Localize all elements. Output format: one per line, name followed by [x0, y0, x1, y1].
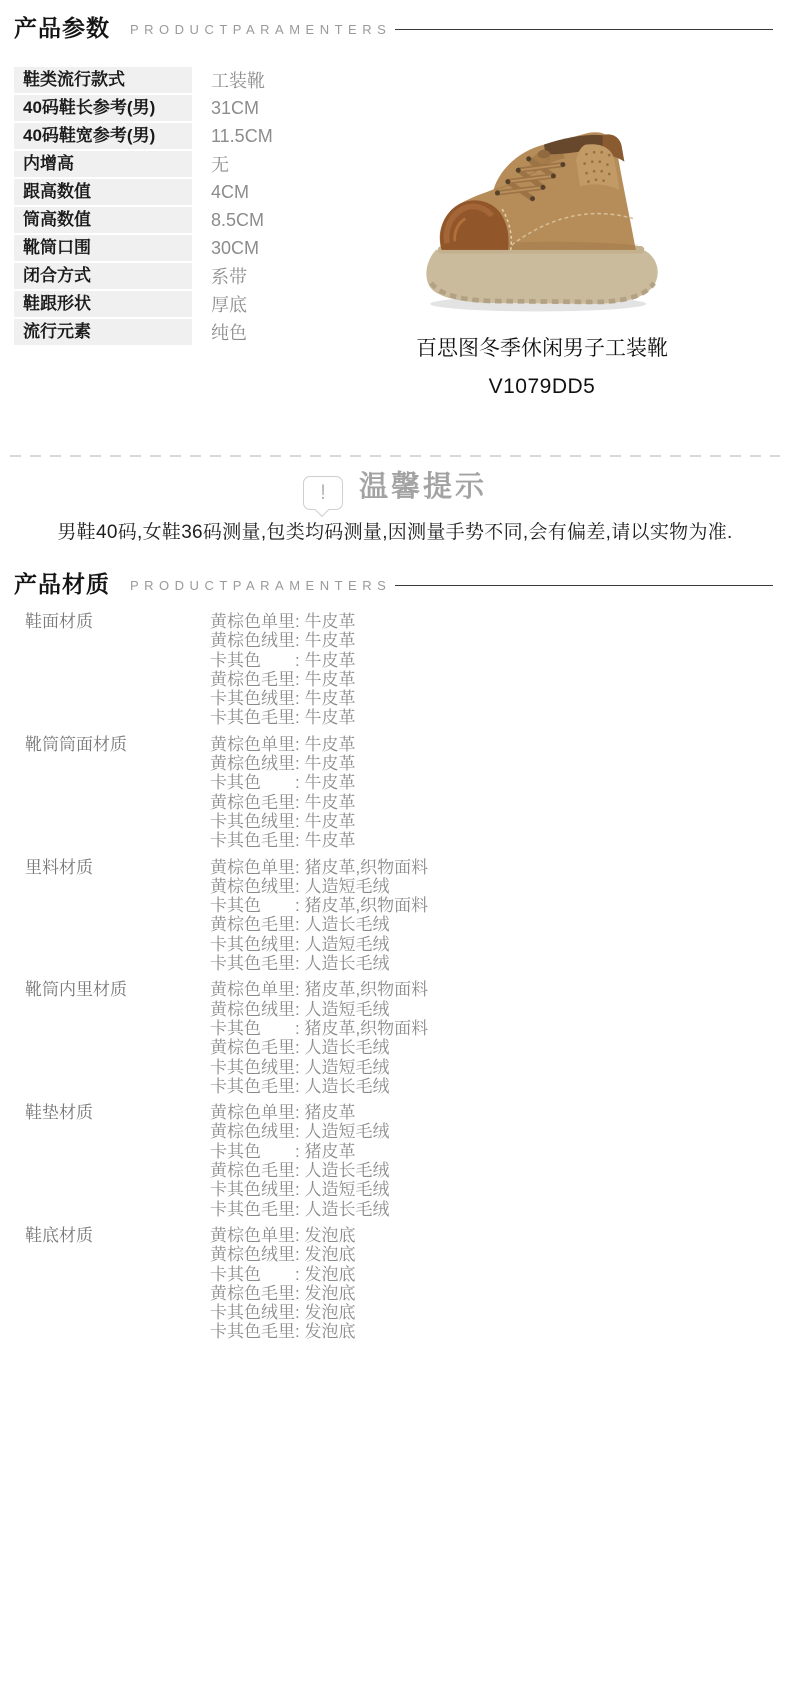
table-row: [14, 67, 344, 93]
material-line: 黄棕色单里: 猪皮革,织物面料: [210, 980, 429, 1000]
notice-title: 温馨提示: [358, 471, 487, 503]
material-group-lines: [210, 735, 776, 851]
material-line: 黄棕色单里: 猪皮革: [210, 1103, 356, 1123]
material-group-lines: [210, 980, 776, 1096]
table-row: [14, 291, 344, 317]
material-line: 卡其色毛里: 人造长毛绒: [210, 1199, 390, 1219]
material-line: 卡其色毛里: 牛皮革: [210, 708, 356, 728]
material-group-lines: [210, 1103, 776, 1219]
material-group: [14, 612, 776, 728]
material-group-label: 鞋底材质: [25, 1225, 93, 1245]
table-row: [14, 207, 344, 233]
param-value: 纯色: [211, 323, 247, 343]
material-line: 卡其色 : 牛皮革: [210, 773, 356, 793]
param-label: 闭合方式: [14, 263, 192, 289]
notice-header: [0, 465, 790, 510]
material-line: 黄棕色绒里: 人造短毛绒: [210, 876, 390, 896]
materials-section: [0, 556, 790, 1342]
material-line: 卡其色绒里: 牛皮革: [210, 811, 356, 831]
material-line: 卡其色 : 猪皮革,织物面料: [210, 1018, 429, 1038]
material-line: 卡其色毛里: 发泡底: [210, 1322, 356, 1342]
param-value: 工装靴: [211, 71, 265, 91]
material-line: 黄棕色绒里: 发泡底: [210, 1245, 356, 1265]
material-line: 黄棕色单里: 牛皮革: [210, 734, 356, 754]
material-line: 卡其色绒里: 人造短毛绒: [210, 934, 390, 954]
material-group-lines: [210, 612, 776, 728]
material-group-label: 靴筒内里材质: [25, 980, 127, 1000]
param-label: 鞋类流行款式: [14, 67, 192, 93]
table-row: [14, 263, 344, 289]
material-line: 卡其色 : 发泡底: [210, 1264, 356, 1284]
boot-illustration: [397, 103, 687, 319]
material-group: [14, 858, 776, 974]
material-group-label: 里料材质: [25, 857, 93, 877]
material-group-lines: [210, 858, 776, 974]
material-line: 黄棕色单里: 发泡底: [210, 1225, 356, 1245]
material-line: 卡其色 : 牛皮革: [210, 650, 356, 670]
dashed-divider: [10, 455, 780, 457]
material-line: 卡其色毛里: 人造长毛绒: [210, 1076, 390, 1096]
product-image: [397, 103, 687, 324]
param-value: 厚底: [211, 295, 247, 315]
material-group: [14, 735, 776, 851]
product-figure: [344, 67, 776, 399]
table-row: [14, 123, 344, 149]
header-rule: [395, 585, 773, 586]
table-row: [14, 151, 344, 177]
param-label: 40码鞋长参考(男): [14, 95, 192, 121]
material-line: 卡其色 : 猪皮革,织物面料: [210, 896, 429, 916]
material-line: 卡其色绒里: 人造短毛绒: [210, 1180, 390, 1200]
table-row: [14, 95, 344, 121]
material-line: 卡其色绒里: 人造短毛绒: [210, 1057, 390, 1077]
param-label: 鞋跟形状: [14, 291, 192, 317]
table-row: [14, 179, 344, 205]
param-value: 4CM: [211, 181, 250, 202]
material-line: 黄棕色单里: 猪皮革,织物面料: [210, 857, 429, 877]
material-line: 黄棕色毛里: 牛皮革: [210, 792, 356, 812]
header-rule: [395, 29, 773, 30]
material-line: 黄棕色绒里: 人造短毛绒: [210, 1122, 390, 1142]
material-groups: [0, 612, 790, 1342]
params-table: [14, 67, 344, 399]
material-line: 黄棕色单里: 牛皮革: [210, 612, 356, 631]
material-line: 卡其色绒里: 牛皮革: [210, 689, 356, 709]
material-line: 黄棕色毛里: 人造长毛绒: [210, 915, 390, 935]
material-line: 卡其色 : 猪皮革: [210, 1141, 356, 1161]
param-value: 31CM: [211, 97, 260, 118]
material-line: 黄棕色毛里: 人造长毛绒: [210, 1161, 390, 1181]
material-line: 黄棕色绒里: 牛皮革: [210, 754, 356, 774]
material-line: 黄棕色毛里: 人造长毛绒: [210, 1038, 390, 1058]
material-group-label: 鞋面材质: [25, 612, 93, 631]
param-label: 40码鞋宽参考(男): [14, 123, 192, 149]
materials-section-header: [0, 556, 790, 599]
material-group-lines: [210, 1226, 776, 1342]
material-line: 黄棕色绒里: 人造短毛绒: [210, 999, 390, 1019]
params-section-title: 产品参数: [14, 15, 110, 41]
material-group: [14, 980, 776, 1096]
params-section-header: [0, 0, 790, 43]
params-section: [0, 0, 790, 399]
param-value: 系带: [211, 267, 247, 287]
product-model: V1079DD5: [488, 375, 596, 398]
notice-text: 男鞋40码,女鞋36码测量,包类均码测量,因测量手势不同,会有偏差,请以实物为准.: [57, 522, 733, 543]
table-row: [14, 319, 344, 345]
table-row: [14, 235, 344, 261]
material-line: 卡其色毛里: 人造长毛绒: [210, 954, 390, 974]
params-body: [0, 67, 790, 399]
param-label: 内增高: [14, 151, 192, 177]
material-line: 黄棕色毛里: 发泡底: [210, 1283, 356, 1303]
materials-section-title: 产品材质: [14, 571, 110, 597]
material-line: 卡其色绒里: 发泡底: [210, 1303, 356, 1323]
material-line: 黄棕色绒里: 牛皮革: [210, 631, 356, 651]
exclamation-icon: !: [303, 476, 343, 510]
material-group: [14, 1103, 776, 1219]
material-group: [14, 1226, 776, 1342]
param-label: 跟高数值: [14, 179, 192, 205]
param-value: 无: [211, 155, 229, 175]
material-group-label: 鞋垫材质: [25, 1103, 93, 1123]
param-label: 流行元素: [14, 319, 192, 345]
materials-section-subtitle: PRODUCTPARAMENTERS: [130, 577, 392, 593]
param-label: 靴筒口围: [14, 235, 192, 261]
param-label: 筒高数值: [14, 207, 192, 233]
material-line: 卡其色毛里: 牛皮革: [210, 831, 356, 851]
product-name: 百思图冬季休闲男子工装靴: [416, 337, 668, 360]
param-value: 30CM: [211, 237, 260, 258]
notice-section: [0, 465, 790, 544]
param-value: 8.5CM: [211, 209, 265, 230]
param-value: 11.5CM: [211, 125, 273, 146]
params-section-subtitle: PRODUCTPARAMENTERS: [130, 21, 392, 37]
material-line: 黄棕色毛里: 牛皮革: [210, 669, 356, 689]
material-group-label: 靴筒筒面材质: [25, 734, 127, 754]
